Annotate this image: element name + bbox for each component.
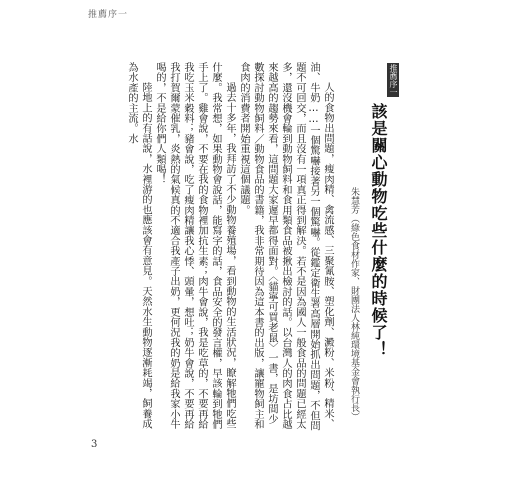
page-title: 該是關心動物吃些什麼的時候了！ [369, 103, 388, 358]
author-byline: 朱慧芳（綠色食材作家、財團法人林純環境基金會執行長） [349, 187, 359, 421]
paragraph: 人的食物出問題，瘦肉精、禽流感、三聚氰胺、塑化劑、澱粉、米粉、精米、油、牛奶……一個驚嚇接著另一個驚嚇。從鑑定衛生署高層開始抓出問題，不但問題不可回交，而且沒有一項真正得到解決。若不是因為國人一般食品的問題已經太多，還沒機會輪到動物飼料和食用類食品被揪出檢討的話。以台灣人的肉食占比越來越高的趨勢來看，這問題大家遲早都得面對。〈貓寧可買老鼠〉一書，是坊間少數探討動物飼料／動物食品的書籍，我非常期待因為這本書的出版，讓寵物飼主和食肉的消費者開始重視這個議題。 [238, 62, 333, 431]
paragraph: 過去十多年，我拜訪了不少動物養殖場，看到動物的生活狀況，瞭解牠們吃些什麼。我常想，如果動物會說話，能寫字的話，食品安全的發言權，早該輪到牠們手上了。雞會說，不要在我的食物裡加抗生素；肉牛會說，我是吃草的，不要再給我吃玉米穀料；豬會說，吃了瘦肉精讓我心悸、頭暈，想吐；奶牛會說，不要再給我打賀爾蒙催乳，炎熱的氣候真的不適合我產子出奶，更何況我的奶是給我家小牛喝的，不是給你們人類喝！ [154, 62, 235, 430]
paragraph: 陸地上的有話說，水裡游的也應該會有意見。天然水生動物逐漸耗竭，飼養成為水產的主流。水 [126, 62, 151, 430]
page-number: 3 [91, 439, 98, 450]
preface-tag: 推薦序一 [389, 64, 398, 96]
running-header: 推薦序一 [88, 10, 129, 20]
body-text [126, 62, 334, 434]
